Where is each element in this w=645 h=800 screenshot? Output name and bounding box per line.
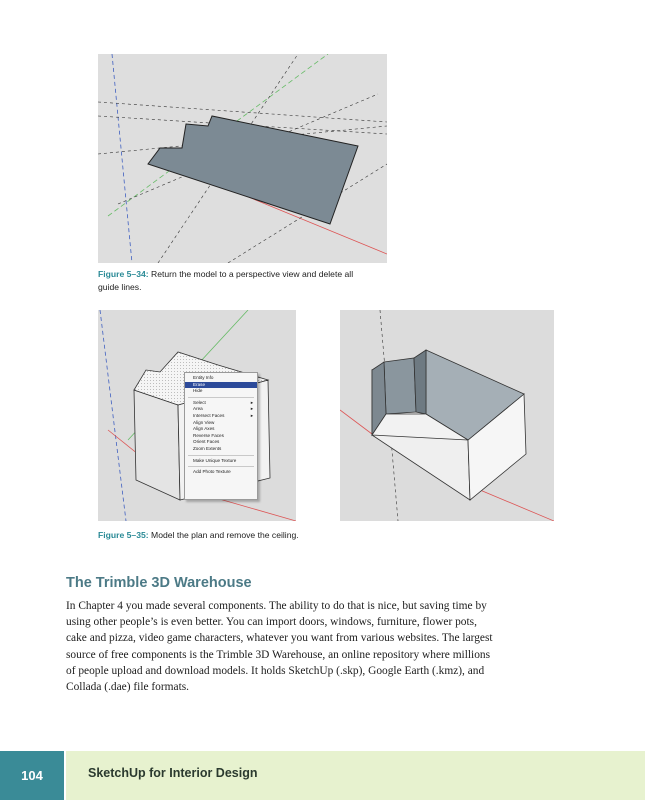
body-line: Collada (.dae) file formats. (66, 681, 190, 694)
submenu-arrow-icon: ► (250, 412, 254, 418)
submenu-arrow-icon: ► (250, 406, 254, 412)
menu-item-make-unique-texture[interactable]: Make Unique Texture (193, 457, 237, 463)
figure-5-34-caption-line1: Return the model to a perspective view and delete all (151, 269, 354, 279)
menu-item-select[interactable]: Select ► (193, 399, 254, 405)
menu-separator (188, 466, 254, 467)
figure-5-35-number: Figure 5–35: (98, 530, 149, 540)
menu-item-orient-faces[interactable]: Orient Faces (193, 439, 220, 445)
menu-item-reverse-faces[interactable]: Reverse Faces (193, 432, 224, 438)
body-line: of people upload and download models. It holds SketchUp (.skp), Google Earth (.kmz), and (66, 664, 485, 677)
body-line: In Chapter 4 you made several components. The ability to do that is nice, but saving time by (66, 600, 487, 612)
menu-item-add-photo-texture[interactable]: Add Photo Texture (193, 469, 231, 475)
figure-5-34-caption-line2: guide lines. (98, 282, 142, 292)
menu-item-hide[interactable]: Hide (193, 388, 203, 394)
menu-item-intersect-faces[interactable]: Intersect Faces ► (193, 412, 254, 418)
body-line: using other people’s is even better. You can import doors, windows, furniture, flower pots, (66, 616, 477, 629)
figure-5-34-caption (98, 268, 398, 294)
context-menu (184, 372, 258, 500)
section-heading: The Trimble 3D Warehouse (66, 575, 252, 591)
menu-item-align-axes[interactable]: Align Axes (193, 426, 215, 432)
menu-item-align-view[interactable]: Align View (193, 419, 215, 425)
menu-item-zoom-extents[interactable]: Zoom Extents (193, 445, 222, 451)
menu-item-entity-info[interactable]: Entity Info (193, 375, 214, 380)
figure-5-35-right-image (340, 310, 554, 521)
body-line: cake and pizza, video game characters, whatever you want from various websites. The largest (66, 632, 493, 645)
book-title: SketchUp for Interior Design (88, 766, 258, 780)
page-number: 104 (0, 751, 64, 800)
menu-item-area[interactable]: Area ► (193, 406, 254, 412)
section-body (66, 598, 566, 695)
menu-separator (188, 455, 254, 456)
menu-item-erase[interactable]: Erase (185, 382, 257, 389)
figure-5-35-caption (98, 529, 398, 542)
figure-5-34-number: Figure 5–34: (98, 269, 149, 279)
menu-separator (188, 397, 254, 398)
figure-5-34-image (98, 54, 387, 263)
submenu-arrow-icon: ► (250, 399, 254, 405)
figure-5-35-caption-text: Model the plan and remove the ceiling. (151, 530, 299, 540)
body-line: source of free components is the Trimble 3D Warehouse, an online repository where millions (66, 648, 491, 661)
